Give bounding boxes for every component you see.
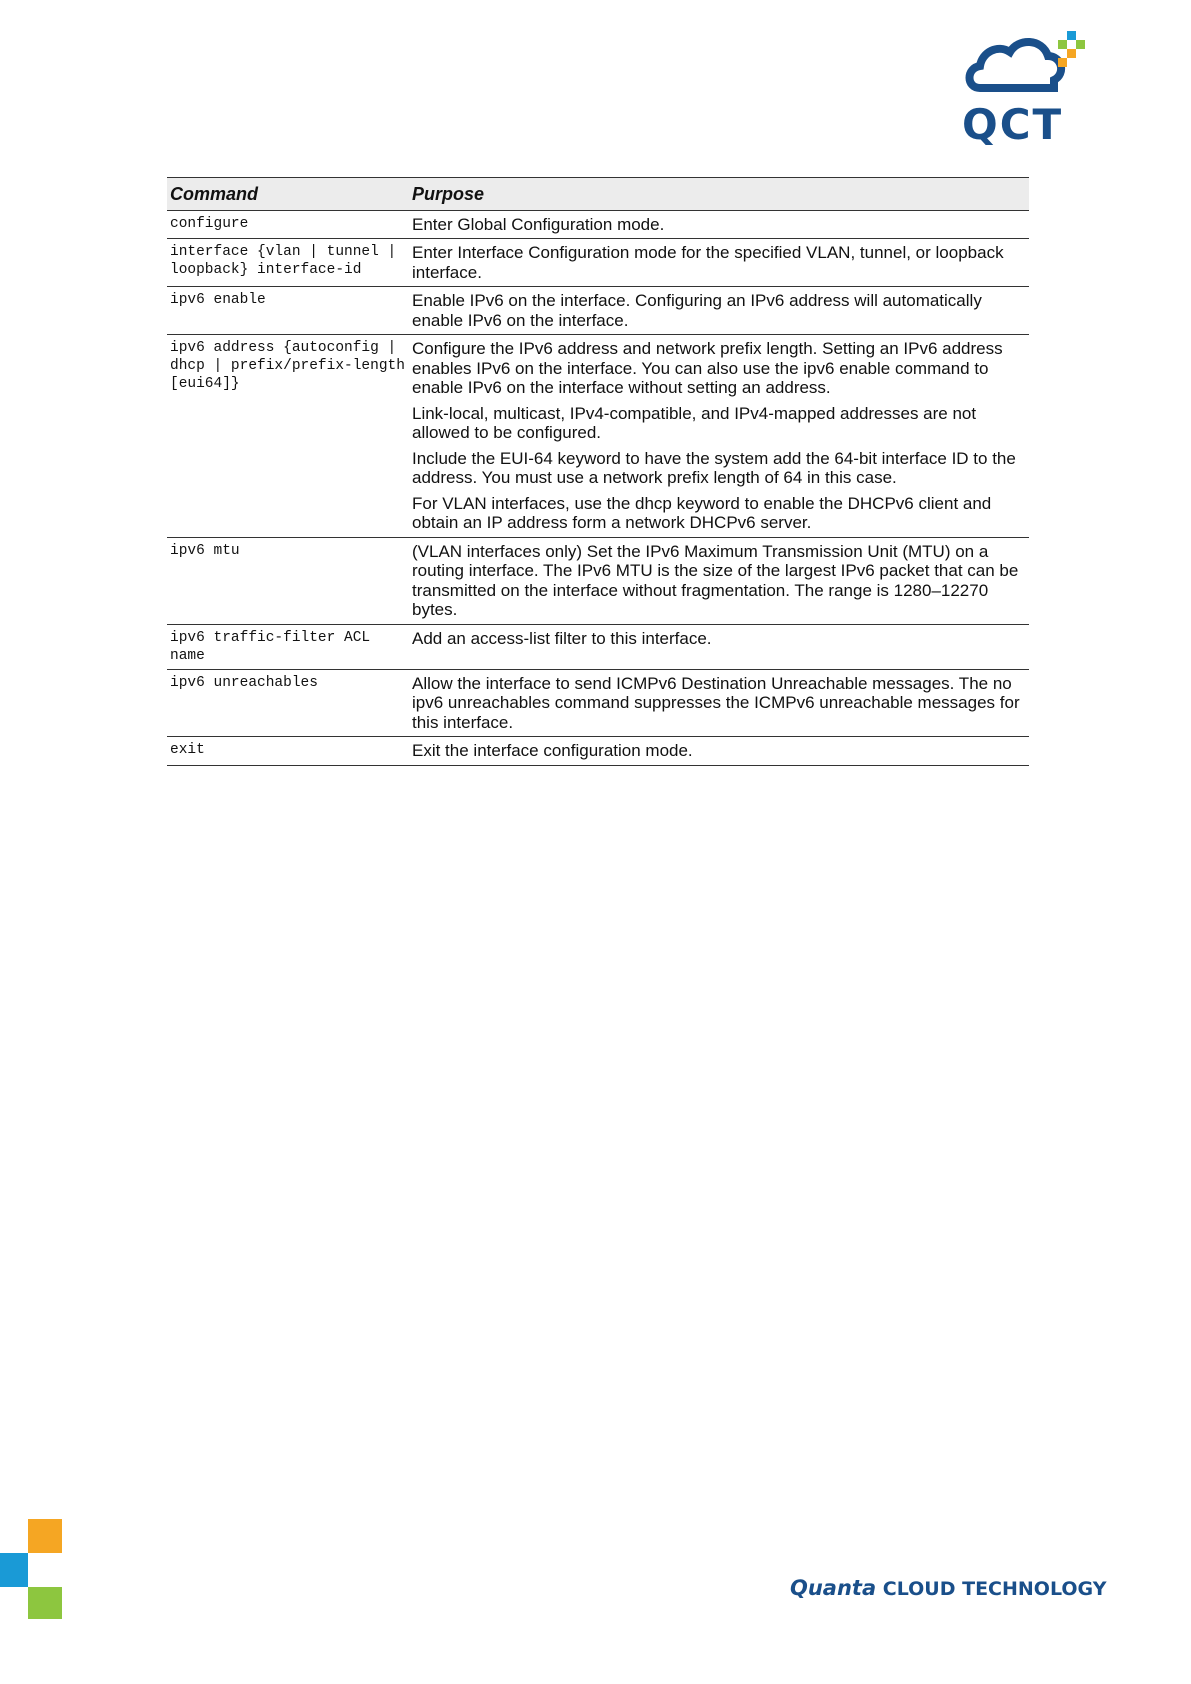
purpose-cell: [409, 624, 1029, 669]
table-row: [167, 239, 1029, 287]
command-cell: ipv6 traffic-filter ACL name: [167, 624, 409, 669]
table-row: [167, 287, 1029, 335]
purpose-cell: [409, 210, 1029, 239]
command-cell: configure: [167, 210, 409, 239]
command-cell: ipv6 unreachables: [167, 669, 409, 737]
purpose-text: Include the EUI-64 keyword to have the system add the 64-bit interface ID to the address. You must use a network prefix length of 64 in this case.: [412, 448, 1016, 487]
table-row: [167, 210, 1029, 239]
purpose-cell: [409, 737, 1029, 766]
command-table: [167, 177, 1029, 766]
table-row: [167, 737, 1029, 766]
green-square: [28, 1587, 62, 1619]
purpose-text: Enable IPv6 on the interface. Configuring an IPv6 address will automatically enable IPv6 on the interface.: [412, 291, 982, 330]
table-header-row: [167, 178, 1029, 211]
table-row: [167, 669, 1029, 737]
purpose-cell: [409, 669, 1029, 737]
purpose-text: For VLAN interfaces, use the dhcp keyword to enable the DHCPv6 client and obtain an IP address form a network DHCPv6 server.: [412, 493, 992, 532]
logo-text: QCT: [962, 100, 1064, 149]
column-header-purpose: Purpose: [409, 178, 1029, 211]
purpose-text: Add an access-list filter to this interface.: [412, 628, 712, 648]
footer-brand: [790, 1576, 1106, 1600]
purpose-cell: [409, 287, 1029, 335]
purpose-cell: [409, 239, 1029, 287]
purpose-text: Enter Global Configuration mode.: [412, 214, 665, 234]
command-cell: ipv6 address {autoconfig | dhcp | prefix/prefix-length [eui64]}: [167, 335, 409, 538]
command-cell: ipv6 enable: [167, 287, 409, 335]
purpose-text: Enter Interface Configuration mode for the specified VLAN, tunnel, or loopback interface.: [412, 243, 1004, 282]
purpose-cell: [409, 537, 1029, 624]
column-header-command: Command: [167, 178, 409, 211]
purpose-text: Exit the interface configuration mode.: [412, 741, 693, 760]
brand-suffix: CLOUD TECHNOLOGY: [882, 1578, 1107, 1600]
purpose-cell: [409, 335, 1029, 538]
command-cell: exit: [167, 737, 409, 766]
table-row: [167, 335, 1029, 538]
table-row: [167, 537, 1029, 624]
orange-square: [28, 1519, 62, 1553]
purpose-text: Allow the interface to send ICMPv6 Destination Unreachable messages. The no ipv6 unreachables command suppresses the ICMPv6 unreachable messages for this interface.: [412, 673, 1020, 732]
brand-prefix: Quanta: [790, 1576, 877, 1600]
footer-decoration: [0, 1519, 62, 1619]
purpose-text: Configure the IPv6 address and network prefix length. Setting an IPv6 address enables IPv6 on the interface. You can also use the ipv6 enable command to enable IPv6 on the interface without setting an address.: [412, 339, 1003, 397]
command-cell: ipv6 mtu: [167, 537, 409, 624]
purpose-text: Link-local, multicast, IPv4-compatible, and IPv4-mapped addresses are not allowed to be configured.: [412, 403, 977, 442]
command-cell: interface {vlan | tunnel | loopback} interface-id: [167, 239, 409, 287]
purpose-text: (VLAN interfaces only) Set the IPv6 Maximum Transmission Unit (MTU) on a routing interface. The IPv6 MTU is the size of the largest IPv6 packet that can be transmitted on the interface without fragmentation. The range is 1280–12270 bytes.: [412, 541, 1019, 619]
table-row: [167, 624, 1029, 669]
blue-square: [0, 1553, 28, 1587]
